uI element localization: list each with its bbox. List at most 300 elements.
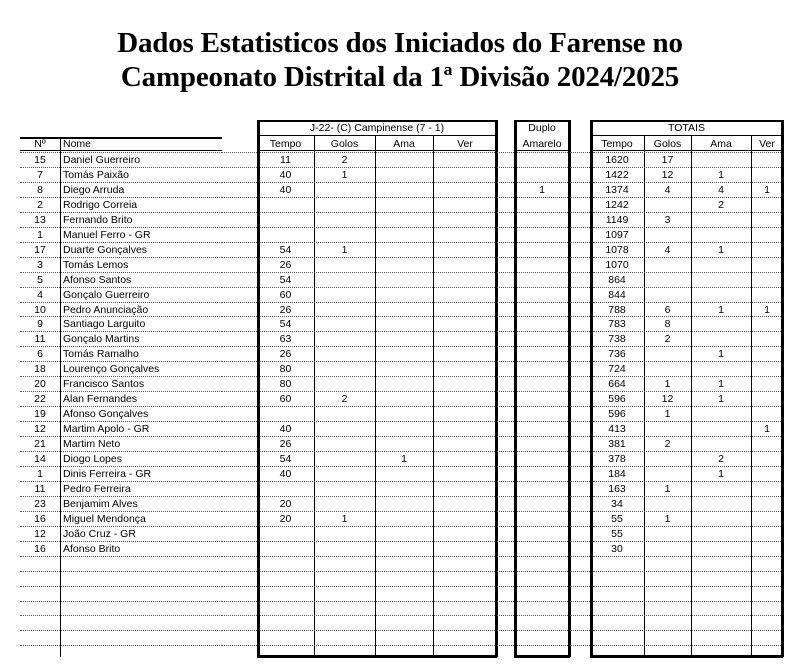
total-ama-cell: 2 — [718, 453, 724, 465]
totais-box-right — [781, 120, 784, 657]
game-golos-cell: 1 — [341, 244, 348, 256]
row-separator — [570, 391, 590, 392]
total-tempo-cell: 1070 — [605, 259, 629, 271]
player-name: Duarte Gonçalves — [63, 244, 148, 256]
row-separator — [517, 496, 568, 497]
total-tempo-cell: 1149 — [605, 214, 629, 226]
player-name: Tomás Paixão — [63, 169, 129, 181]
player-name: Tomás Ramalho — [63, 348, 139, 360]
row-separator — [260, 586, 495, 587]
row-separator — [593, 601, 781, 602]
row-separator — [260, 630, 495, 631]
page-title-line1: Dados Estatisticos dos Iniciados do Farense no — [117, 27, 683, 59]
row-separator — [497, 421, 514, 422]
row-separator — [570, 645, 590, 646]
row-separator — [593, 615, 781, 616]
total-tempo-cell: 413 — [608, 423, 626, 435]
row-separator — [517, 391, 568, 392]
player-name: Manuel Ferro - GR — [63, 229, 151, 241]
row-separator — [570, 287, 590, 288]
row-separator — [570, 571, 590, 572]
total-ver-cell: 1 — [764, 304, 770, 316]
row-separator — [222, 421, 257, 422]
row-separator — [517, 630, 568, 631]
game-box-right — [495, 120, 498, 657]
player-number: 16 — [34, 513, 46, 525]
row-separator — [570, 272, 590, 273]
row-separator — [497, 526, 514, 527]
row-separator — [497, 346, 514, 347]
player-name: Pedro Ferreira — [63, 483, 131, 495]
total-tempo-cell: 184 — [608, 468, 626, 480]
totais-title: TOTAIS — [668, 122, 705, 134]
game-golos-cell: 1 — [341, 169, 348, 181]
row-separator — [222, 227, 257, 228]
row-separator — [222, 645, 257, 646]
game-golos-cell: 2 — [341, 393, 348, 405]
game-tempo-cell: 60 — [279, 289, 292, 301]
game-tempo-cell: 40 — [279, 423, 292, 435]
row-separator — [593, 645, 781, 646]
player-name: João Cruz - GR — [63, 528, 136, 540]
row-separator — [570, 376, 590, 377]
row-separator — [570, 436, 590, 437]
row-separator — [570, 511, 590, 512]
row-separator — [517, 242, 568, 243]
row-separator — [222, 601, 257, 602]
row-separator — [222, 361, 257, 362]
row-separator — [517, 571, 568, 572]
game-tempo-cell: 63 — [279, 333, 292, 345]
total-ama-cell: 1 — [718, 169, 724, 181]
row-separator — [497, 615, 514, 616]
row-separator — [222, 481, 257, 482]
total-tempo-cell: 738 — [608, 333, 626, 345]
totais-box-bottom — [590, 655, 783, 658]
row-separator — [497, 645, 514, 646]
player-name: Santiago Larguito — [63, 318, 146, 330]
page-title-line2: Campeonato Distrital da 1ª Divisão 2024/2025 — [120, 61, 680, 93]
row-separator — [517, 526, 568, 527]
game-tempo-cell: 80 — [279, 378, 292, 390]
game-golos-cell: 1 — [341, 513, 348, 525]
player-number: 22 — [34, 393, 46, 405]
row-separator — [260, 645, 495, 646]
game-tempo-cell: 26 — [279, 304, 292, 316]
row-separator — [222, 182, 257, 183]
row-separator — [570, 167, 590, 168]
player-number: 23 — [34, 498, 46, 510]
player-name: Afonso Brito — [63, 543, 121, 555]
row-separator — [517, 556, 568, 557]
player-name: Francisco Santos — [63, 378, 145, 390]
totais-header-golos: Golos — [653, 138, 682, 150]
total-tempo-cell: 1097 — [605, 229, 629, 241]
row-separator — [570, 242, 590, 243]
total-tempo-cell: 55 — [611, 513, 623, 525]
game-title: J-22- (C) Campinense (7 - 1) — [309, 122, 445, 134]
player-number: 12 — [34, 423, 46, 435]
row-separator — [222, 556, 257, 557]
player-name: Diego Arruda — [63, 184, 125, 196]
player-name: Miguel Mendonça — [63, 513, 146, 525]
row-separator — [20, 630, 222, 631]
row-separator — [222, 167, 257, 168]
game-tempo-cell: 54 — [279, 453, 292, 465]
row-separator — [497, 182, 514, 183]
game-golos-cell: 2 — [341, 154, 348, 166]
row-separator — [222, 287, 257, 288]
total-golos-cell: 12 — [661, 393, 674, 405]
game-tempo-cell: 40 — [279, 184, 292, 196]
row-separator — [517, 346, 568, 347]
row-separator — [222, 451, 257, 452]
row-separator — [497, 451, 514, 452]
row-separator — [517, 227, 568, 228]
game-tempo-cell: 54 — [279, 274, 292, 286]
player-number: 13 — [34, 214, 46, 226]
row-separator — [570, 361, 590, 362]
row-separator — [222, 346, 257, 347]
total-ama-cell: 1 — [718, 244, 724, 256]
row-separator — [570, 197, 590, 198]
row-separator — [570, 421, 590, 422]
game-header-ama: Ama — [393, 138, 415, 150]
row-separator — [497, 496, 514, 497]
row-separator — [517, 257, 568, 258]
row-separator — [517, 361, 568, 362]
total-golos-cell: 8 — [664, 318, 671, 330]
row-separator — [570, 331, 590, 332]
player-number: 2 — [37, 199, 43, 211]
game-tempo-cell: 40 — [279, 468, 292, 480]
player-name: Pedro Anunciação — [63, 304, 149, 316]
player-name: Afonso Santos — [63, 274, 132, 286]
total-golos-cell: 1 — [664, 483, 671, 495]
row-separator — [497, 152, 514, 153]
player-number: 18 — [34, 363, 46, 375]
player-number: 8 — [37, 184, 43, 196]
player-number: 10 — [34, 304, 46, 316]
game-tempo-cell: 80 — [279, 363, 292, 375]
row-separator — [497, 571, 514, 572]
game-tempo-cell: 60 — [279, 393, 292, 405]
player-name: Fernando Brito — [63, 214, 133, 226]
total-ama-cell: 1 — [718, 304, 724, 316]
total-golos-cell: 6 — [664, 304, 671, 316]
row-separator — [222, 406, 257, 407]
row-separator — [260, 481, 495, 482]
row-separator — [260, 541, 495, 542]
row-separator — [517, 287, 568, 288]
row-separator — [222, 615, 257, 616]
row-separator — [570, 541, 590, 542]
player-name: Lourenço Gonçalves — [63, 363, 160, 375]
row-separator — [517, 466, 568, 467]
row-separator — [222, 541, 257, 542]
row-separator — [222, 376, 257, 377]
row-separator — [260, 526, 495, 527]
row-separator — [517, 376, 568, 377]
total-tempo-cell: 1620 — [605, 154, 629, 166]
row-separator — [20, 645, 222, 646]
total-ama-cell: 1 — [718, 348, 724, 360]
totais-header-ama: Ama — [710, 138, 732, 150]
game-tempo-cell: 26 — [279, 348, 292, 360]
game-box-bottom — [257, 655, 497, 658]
row-separator — [517, 406, 568, 407]
row-separator — [517, 541, 568, 542]
game-tempo-cell: 26 — [279, 259, 292, 271]
row-separator — [497, 601, 514, 602]
row-separator — [260, 615, 495, 616]
game-tempo-cell: 20 — [279, 513, 292, 525]
row-separator — [497, 197, 514, 198]
row-separator — [517, 645, 568, 646]
player-number: 1 — [37, 468, 43, 480]
row-separator — [570, 451, 590, 452]
total-tempo-cell: 736 — [608, 348, 626, 360]
row-separator — [517, 601, 568, 602]
row-separator — [517, 212, 568, 213]
row-separator — [260, 556, 495, 557]
row-separator — [570, 586, 590, 587]
total-golos-cell: 1 — [664, 408, 671, 420]
player-name: Tomás Lemos — [63, 259, 129, 271]
row-separator — [260, 227, 495, 228]
game-tempo-cell: 40 — [279, 169, 292, 181]
total-ama-cell: 1 — [718, 468, 724, 480]
row-separator — [497, 272, 514, 273]
row-separator — [517, 152, 568, 153]
row-separator — [20, 571, 222, 572]
row-separator — [222, 212, 257, 213]
total-ama-cell: 2 — [718, 199, 724, 211]
row-separator — [570, 556, 590, 557]
total-tempo-cell: 664 — [608, 378, 626, 390]
row-separator — [497, 466, 514, 467]
row-separator — [222, 511, 257, 512]
player-number: 3 — [37, 259, 43, 271]
player-number: 7 — [37, 169, 43, 181]
player-name: Gonçalo Guerreiro — [63, 289, 150, 301]
row-separator — [570, 257, 590, 258]
game-ama-cell: 1 — [401, 453, 407, 465]
row-separator — [222, 526, 257, 527]
row-separator — [517, 615, 568, 616]
row-separator — [570, 496, 590, 497]
row-separator — [570, 302, 590, 303]
total-golos-cell: 2 — [664, 438, 671, 450]
total-tempo-cell: 30 — [611, 543, 623, 555]
row-separator — [222, 302, 257, 303]
row-separator — [570, 346, 590, 347]
total-tempo-cell: 34 — [611, 498, 623, 510]
total-golos-cell: 1 — [664, 378, 671, 390]
row-separator — [497, 436, 514, 437]
player-number: 11 — [34, 333, 46, 345]
row-separator — [570, 615, 590, 616]
row-separator — [20, 615, 222, 616]
player-name: Dinis Ferreira - GR — [63, 468, 152, 480]
total-tempo-cell: 596 — [608, 393, 626, 405]
row-separator — [222, 630, 257, 631]
row-separator — [222, 197, 257, 198]
player-number: 20 — [34, 378, 46, 390]
row-separator — [222, 496, 257, 497]
row-separator — [497, 316, 514, 317]
total-tempo-cell: 1242 — [605, 199, 629, 211]
row-separator — [517, 586, 568, 587]
total-golos-cell: 4 — [664, 244, 671, 256]
duplo-amarelo-cell: 1 — [539, 184, 545, 196]
player-name: Daniel Guerreiro — [63, 154, 141, 166]
row-separator — [570, 227, 590, 228]
player-name: Benjamim Alves — [63, 498, 138, 510]
row-separator — [260, 406, 495, 407]
row-separator — [593, 586, 781, 587]
total-golos-cell: 4 — [664, 184, 671, 196]
row-separator — [593, 630, 781, 631]
duplo-box-left — [514, 120, 517, 657]
row-separator — [497, 541, 514, 542]
total-tempo-cell: 378 — [608, 453, 626, 465]
row-separator — [497, 361, 514, 362]
player-name: Martim Neto — [63, 438, 121, 450]
row-separator — [517, 197, 568, 198]
player-name: Martim Apolo - GR — [63, 423, 150, 435]
game-tempo-cell: 54 — [279, 318, 292, 330]
total-golos-cell: 2 — [664, 333, 671, 345]
row-separator — [222, 466, 257, 467]
player-number: 19 — [34, 408, 46, 420]
row-separator — [517, 481, 568, 482]
total-golos-cell: 17 — [661, 154, 674, 166]
row-separator — [260, 571, 495, 572]
row-separator — [497, 257, 514, 258]
row-separator — [222, 586, 257, 587]
row-separator — [497, 167, 514, 168]
row-separator — [222, 257, 257, 258]
totais-header-ver: Ver — [759, 138, 775, 150]
player-number: 12 — [34, 528, 46, 540]
row-separator — [497, 227, 514, 228]
game-tempo-cell: 20 — [279, 498, 292, 510]
player-number: 1 — [37, 229, 43, 241]
row-separator — [517, 421, 568, 422]
duplo-header-line1: Duplo — [528, 122, 556, 134]
player-name: Diogo Lopes — [63, 453, 122, 465]
player-name: Rodrigo Correia — [63, 199, 138, 211]
row-separator — [517, 451, 568, 452]
row-separator — [517, 272, 568, 273]
row-separator — [497, 406, 514, 407]
row-separator — [497, 586, 514, 587]
row-separator — [517, 331, 568, 332]
total-golos-cell: 1 — [664, 513, 671, 525]
game-title-bottom — [257, 135, 497, 136]
player-number: 16 — [34, 543, 46, 555]
total-ver-cell: 1 — [764, 184, 770, 196]
total-ver-cell: 1 — [764, 423, 770, 435]
row-separator — [570, 182, 590, 183]
row-separator — [570, 316, 590, 317]
player-number: 6 — [37, 348, 43, 360]
player-number: 9 — [37, 318, 43, 330]
game-col-divider — [433, 136, 434, 657]
total-tempo-cell: 55 — [611, 528, 623, 540]
row-separator — [497, 242, 514, 243]
row-separator — [222, 571, 257, 572]
row-separator — [570, 481, 590, 482]
row-separator — [593, 571, 781, 572]
row-separator — [260, 212, 495, 213]
row-separator — [20, 556, 222, 557]
row-separator — [570, 406, 590, 407]
total-ama-cell: 1 — [718, 378, 724, 390]
row-separator — [222, 152, 257, 153]
row-separator — [260, 601, 495, 602]
row-separator — [497, 481, 514, 482]
header-num: Nº — [34, 138, 46, 150]
row-separator — [222, 331, 257, 332]
total-tempo-cell: 864 — [608, 274, 626, 286]
total-golos-cell: 3 — [664, 214, 671, 226]
totais-title-bottom — [590, 135, 783, 136]
row-separator — [222, 272, 257, 273]
total-tempo-cell: 844 — [608, 289, 626, 301]
player-number: 15 — [34, 154, 46, 166]
row-separator — [497, 391, 514, 392]
total-tempo-cell: 724 — [608, 363, 626, 375]
row-separator — [497, 630, 514, 631]
row-separator — [497, 376, 514, 377]
row-separator — [222, 316, 257, 317]
row-separator — [517, 316, 568, 317]
row-separator — [517, 167, 568, 168]
player-number: 4 — [37, 289, 43, 301]
row-separator — [570, 601, 590, 602]
row-separator — [517, 302, 568, 303]
total-tempo-cell: 1078 — [605, 244, 629, 256]
row-separator — [222, 391, 257, 392]
total-ama-cell: 1 — [718, 393, 724, 405]
total-tempo-cell: 788 — [608, 304, 626, 316]
game-header-ver: Ver — [457, 138, 473, 150]
player-number: 14 — [34, 453, 46, 465]
row-separator — [222, 436, 257, 437]
row-separator — [497, 212, 514, 213]
total-golos-cell: 12 — [661, 169, 674, 181]
row-separator — [570, 212, 590, 213]
game-tempo-cell: 54 — [279, 244, 292, 256]
row-separator — [517, 511, 568, 512]
duplo-box-right — [568, 120, 571, 657]
game-header-tempo: Tempo — [269, 138, 302, 150]
row-separator — [570, 466, 590, 467]
player-name: Alan Fernandes — [63, 393, 138, 405]
row-separator — [497, 302, 514, 303]
total-tempo-cell: 596 — [608, 408, 626, 420]
game-col-divider — [375, 136, 376, 657]
game-header-golos: Golos — [330, 138, 359, 150]
player-name: Afonso Gonçalves — [63, 408, 149, 420]
total-tempo-cell: 1422 — [605, 169, 629, 181]
row-separator — [260, 197, 495, 198]
player-number: 11 — [34, 483, 46, 495]
row-separator — [570, 152, 590, 153]
duplo-box-bottom — [514, 655, 570, 658]
